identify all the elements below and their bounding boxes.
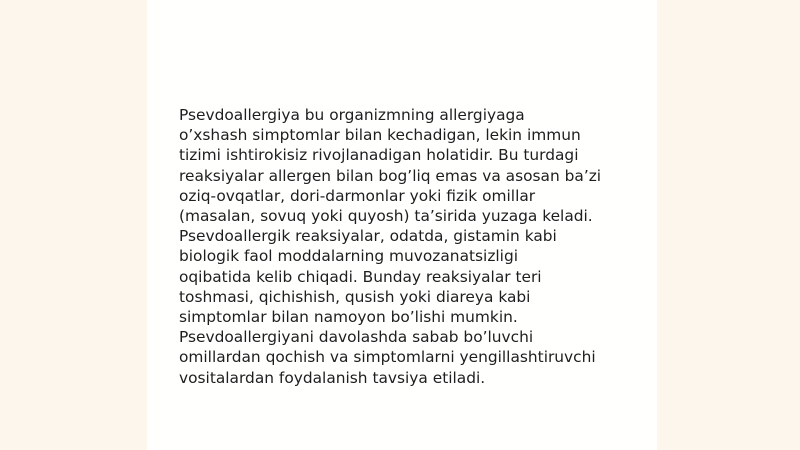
paragraph-line: (masalan, sovuq yoki quyosh) ta’sirida yuzaga keladi. bbox=[179, 207, 593, 226]
paragraph-line: Psevdoallergiya bu organizmning allergiyaga bbox=[179, 106, 525, 124]
paragraph-line: Psevdoallergik reaksiyalar, odatda, gistamin kabi bbox=[179, 227, 557, 246]
paragraph-line: simptomlar bilan namoyon bo’lishi mumkin. bbox=[179, 308, 518, 327]
paragraph-line: toshmasi, qichishish, qusish yoki diareya kabi bbox=[179, 287, 531, 306]
paragraph-line: oqibatida kelib chiqadi. Bunday reaksiyalar teri bbox=[179, 267, 542, 286]
body-paragraph bbox=[179, 105, 629, 388]
paragraph-line: omillardan qochish va simptomlarni yengillashtiruvchi bbox=[179, 348, 596, 367]
paragraph-line: o’xshash simptomlar bilan kechadigan, lekin immun bbox=[179, 126, 581, 145]
paragraph-line: vositalardan foydalanish tavsiya etiladi. bbox=[179, 368, 486, 387]
paragraph-line: reaksiyalar allergen bilan bog’liq emas va asosan ba’zi bbox=[179, 166, 602, 185]
paragraph-line: oziq-ovqatlar, dori-darmonlar yoki fizik omillar bbox=[179, 186, 536, 205]
paragraph-line: tizimi ishtirokisiz rivojlanadigan holatidir. Bu turdagi bbox=[179, 146, 579, 165]
paragraph-line: biologik faol moddalarning muvozanatsizligi bbox=[179, 247, 518, 266]
paragraph-line: Psevdoallergiyani davolashda sabab bo’luvchi bbox=[179, 328, 534, 347]
